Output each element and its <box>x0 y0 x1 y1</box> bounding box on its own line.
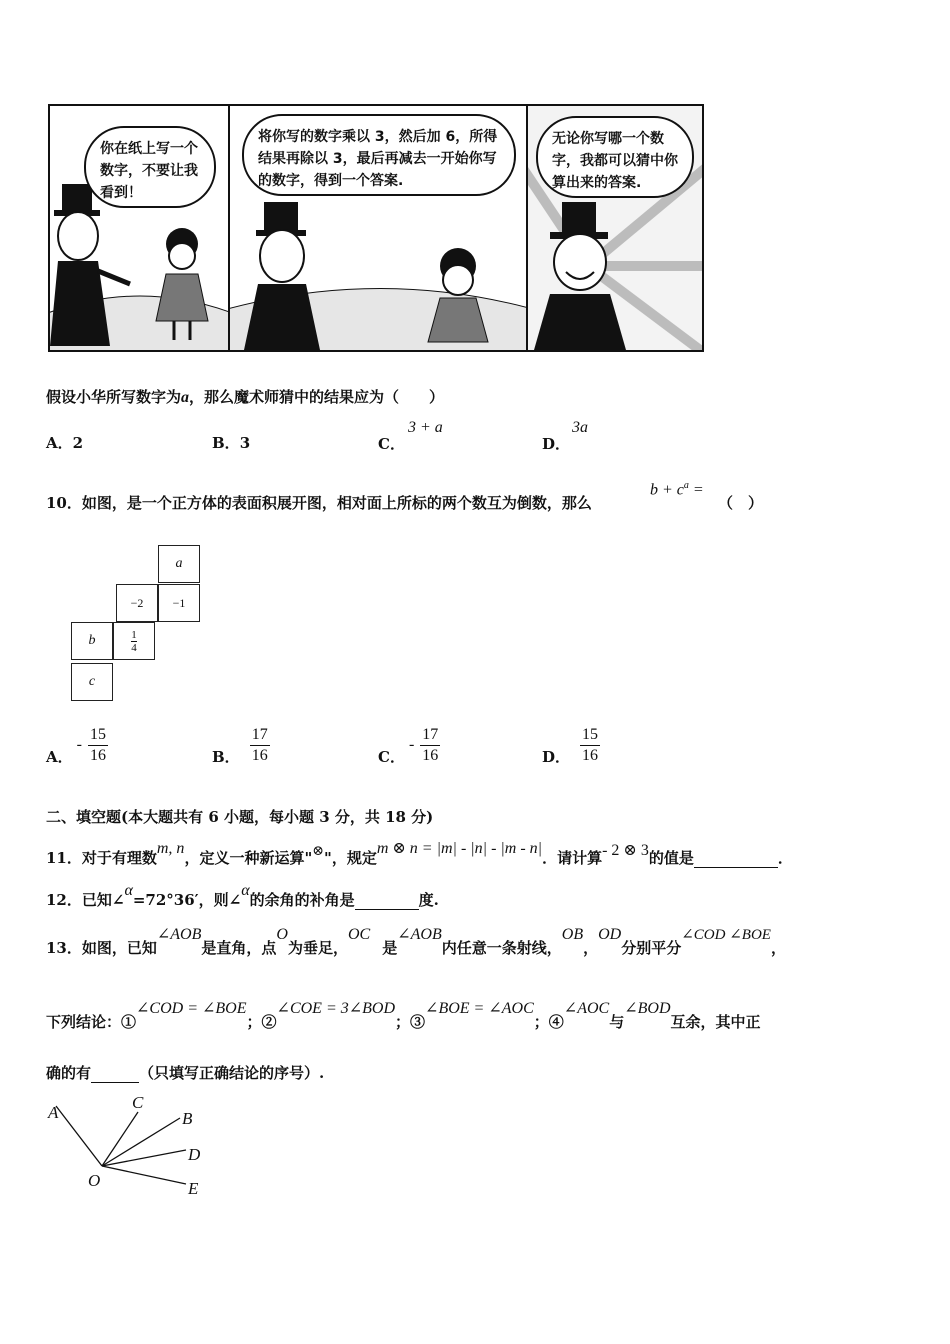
q9-option-a: A．2 <box>46 434 84 452</box>
section-title: 二、填空题(本大题共有 6 小题，每小题 3 分，共 18 分) <box>46 808 434 826</box>
q13-line3: 确的有 （只填写正确结论的序号）. <box>46 1064 325 1082</box>
net-cell-neg1: −1 <box>158 584 200 622</box>
label-c: C <box>132 1093 144 1112</box>
q10-frac-a: $\frac{15}{16}$ <box>89 725 106 764</box>
q10-frac-c: $\frac{17}{16}$ <box>422 725 439 764</box>
net-cell-quarter: 1 4 <box>113 622 155 660</box>
net-cell-c: c <box>71 663 113 701</box>
speech-bubble-2: 将你写的数字乘以 3，然后加 6，所得结果再除以 3，最后再减去一开始你写的数字，得到一个答案. <box>242 114 516 196</box>
net-cell-b: b <box>71 622 113 660</box>
q13-angle-figure <box>40 1090 230 1202</box>
q9-var: a <box>181 389 190 406</box>
q9-option-d-label: D． <box>542 435 571 453</box>
q9-stem: 假设小华所写数字为a，那么魔术师猜中的结果应为（ ） <box>46 388 445 406</box>
ray-oa <box>56 1106 102 1166</box>
label-d: D <box>188 1145 201 1164</box>
ray-oe <box>102 1166 186 1184</box>
q11: 11．对于有理数 m, n ，定义一种新运算" ⊗ "，规定 m ⊗ n = |m| - |n| - |m - n| ．请计算 - 2 ⊗ 3 的值是 ． <box>46 840 793 867</box>
q9-option-b: B．3 <box>212 434 251 452</box>
speech-bubble-3: 无论你写哪一个数字，我都可以猜中你算出来的答案. <box>536 116 694 198</box>
q10-option-c: C． - $\frac{17}{16}$ <box>378 725 439 766</box>
q10-option-d: D． $\frac{15}{16}$ <box>542 725 599 766</box>
net-cell-a: a <box>158 545 200 583</box>
q13-line2: 下列结论：① ∠COD = ∠BOE ；② ∠COE = 3∠BOD ；③ ∠BOE = ∠AOC ；④ ∠AOC 与 ∠BOD 互余，其中正 <box>46 1000 761 1031</box>
q10-frac-d: $\frac{15}{16}$ <box>582 725 599 764</box>
label-a: A <box>48 1103 59 1122</box>
comic-strip <box>48 104 704 352</box>
q9-option-c-expr: 3 + a <box>408 419 443 436</box>
ray-oc <box>102 1112 138 1166</box>
label-o: O <box>88 1171 101 1190</box>
q13-line1: 13．如图，已知 ∠AOB 是直角，点 O 为垂足， OC 是 ∠AOB 内任意一条射线， OB ， OD 分别平分 ∠COD ∠BOE ， <box>46 926 786 957</box>
q10-stem: 10．如图，是一个正方体的表面积展开图，相对面上所标的两个数互为倒数，那么 <box>46 494 592 512</box>
label-b: B <box>182 1109 193 1128</box>
label-e: E <box>188 1179 199 1198</box>
q10-frac-b: $\frac{17}{16}$ <box>251 725 268 764</box>
q13-answer-blank[interactable] <box>91 1066 139 1083</box>
q10-stem-end: （ ） <box>718 494 764 512</box>
q12: 12．已知∠ α =72°36′，则∠ α 的余角的补角是 度. <box>46 882 439 909</box>
q10-expression: $b + c^a$ = <box>650 480 704 499</box>
q12-answer-blank[interactable] <box>355 891 419 910</box>
q11-answer-blank[interactable] <box>694 849 778 868</box>
comic-panel-3 <box>528 106 702 350</box>
speech-bubble-1: 你在纸上写一个数字，不要让我看到！ <box>84 126 216 208</box>
q10-option-a: A． - $\frac{15}{16}$ <box>46 725 106 766</box>
q9-option-d-expr: 3a <box>572 419 588 436</box>
comic-panel-1 <box>50 106 230 350</box>
comic-panel-2 <box>230 106 528 350</box>
q9-option-c-label: C． <box>378 435 405 453</box>
net-cell-neg2: −2 <box>116 584 158 622</box>
q10-option-b: B． $\frac{17}{16}$ <box>212 725 268 766</box>
